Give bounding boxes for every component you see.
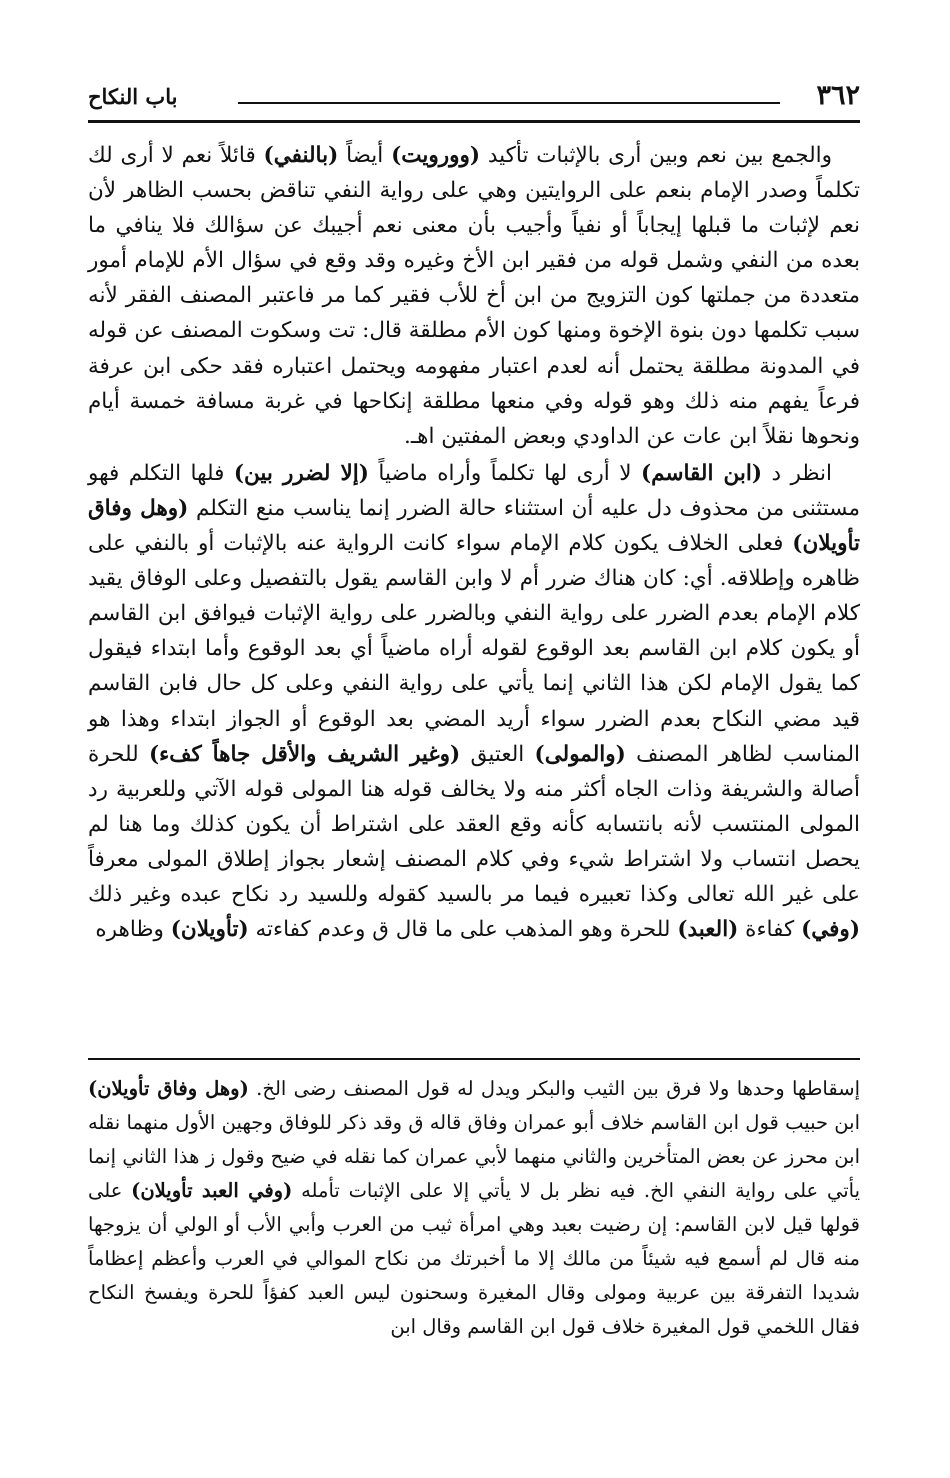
text-run: ابن حبيب قول ابن القاسم خلاف أبو عمران وفاق قاله ق وقد ذكر للوفاق وجهين الأول منهما نقله ابن محرز عن بعض المتأخرين والثاني منهما لأبي عمران كما نقله في ضيح وقول ز هذا الثاني إنما يأتي على رواية النفي الخ. فيه نظر بل لا يأتي إلا على الإثبات تأمله <box>88 1111 861 1202</box>
text-run: فعلى الخلاف يكون كلام الإمام سواء كانت الرواية عنه بالإثبات أو بالنفي على ظاهره وإطلاقه. أي: كان هناك ضرر أم لا وابن القاسم يقول بالتفصيل وعلى الوفاق يقيد كلام الإمام بعدم الضرر على رواية النفي وبالضرر على رواية الإثبات فيوافق ابن القاسم أو يكون كلام ابن القاسم بعد الوقوع لقوله أراه ماضياً أي بعد الوقوع وأما ابتداء فيقول كما يقول الإمام لكن هذا الثاني إنما يأتي على رواية النفي وعلى كل حال فابن القاسم قيد مضي النكاح بعدم الضرر سواء أريد المضي بعد الوقوع أو الجواز ابتداء وهذا هو المناسب لظاهر المصنف <box>88 531 860 767</box>
text-run: إسقاطها وحدها ولا فرق بين الثيب والبكر ويدل له قول المصنف رضى الخ. <box>248 1077 860 1100</box>
text-run: قائلاً نعم لا أرى لك تكلماً وصدر الإمام بنعم على الروايتين وهي على رواية النفي تناقض بحسب الظاهر لأن نعم لإثبات ما قبلها إيجاباً أو نفياً وأجيب بأن معنى نعم أجيبك عن سؤالك فلا ينافي ما بعده من النفي وشمل قوله من فقير ابن الأخ وغيره وقد وقع في سؤال الأم للإمام أمور متعددة من جملتها كون التزويج من ابن أخ للأب فقير كما مر فاعتبر المصنف الفقر لأنه سبب تكلمها دون بنوة الإخوة ومنها كون الأم مطلقة قال: تت وسكوت المصنف عن قوله في المدونة مطلقة يحتمل أنه لعدم اعتبار مفهومه ويحتمل اعتباره فقد حكى ابن عرفة فرعاً يفهم منه ذلك وهو قوله وفي منعها مطلقة إنكاحها في غربة مسافة خمسة أيام ونحوها نقلاً ابن عات عن الداودي وبعض المفتين اهـ. <box>88 143 860 449</box>
text-run: للحرة وهو المذهب على ما قال ق وعدم كفاءته <box>248 917 678 943</box>
text-run: أيضاً <box>338 143 392 168</box>
matn-phrase: (وهل وفاق تأويلان) <box>88 495 860 557</box>
text-run: وظاهره <box>95 917 171 943</box>
main-paragraph-2 <box>88 456 860 947</box>
text-run: لا أرى لها تكلماً وأراه ماضياً <box>368 460 641 486</box>
text-run: كفاءة <box>738 917 802 943</box>
chapter-title: باب النكاح <box>88 84 178 109</box>
header-line <box>238 102 780 104</box>
footnote-paragraph <box>88 1072 860 1344</box>
header-rule <box>88 120 860 123</box>
main-text <box>88 138 860 947</box>
matn-phrase: (وغير الشريف والأقل جاهاً كفء) <box>148 741 461 767</box>
matn-phrase: (وفي العبد تأويلان) <box>131 1179 293 1202</box>
footnote-rule <box>88 1058 860 1060</box>
matn-phrase: (وفي) <box>801 917 860 943</box>
matn-phrase: (تأويلان) <box>170 917 249 943</box>
page-header <box>88 72 860 118</box>
matn-phrase: (والمولى) <box>534 741 626 767</box>
matn-phrase: (العبد) <box>677 917 739 943</box>
matn-phrase: (وهل وفاق تأويلان) <box>88 1077 249 1100</box>
main-paragraph-1 <box>88 138 860 454</box>
matn-phrase: (إلا لضرر بين) <box>233 460 369 486</box>
text-run: على قولها قيل لابن القاسم: إن رضيت بعبد وهي امرأة ثيب من العرب وأبي الأب أو الولي أن يزوجها منه قال لم أسمع فيه شيئاً من مالك إلا ما أخبرتك من نكاح الموالي في العرب وأعظم إعظاماً شديدا التفرقة بين عربية ومولى وقال المغيرة وسحنون ليس العبد كفؤاً للحرة ويفسخ النكاح فقال اللخمي قول المغيرة خلاف قول ابن القاسم وقال ابن <box>88 1179 860 1338</box>
page-number: ٣٦٢ <box>816 80 860 111</box>
footnotes <box>88 1072 860 1344</box>
text-run: انظر د <box>762 460 832 486</box>
matn-phrase: (ابن القاسم) <box>640 460 763 486</box>
matn-phrase: (وورويت) <box>391 143 481 168</box>
text-run: والجمع بين نعم وبين أرى بالإثبات تأكيد <box>480 143 832 168</box>
text-run: للحرة أصالة والشريفة وذات الجاه أكثر منه ولا يخالف قوله هنا المولى قوله الآتي وللعربية رد المولى المنتسب لأنه بانتسابه كأنه وقع العقد على اشتراط أن يكون كذلك وما هنا لم يحصل انتساب ولا اشتراط شيء وفي كلام المصنف إشعار بجواز إطلاق المولى معرفاً على غير الله تعالى وكذا تعبيره فيما مر بالسيد كقوله وللسيد رد نكاح عبده وغير ذلك <box>88 741 860 907</box>
text-run: العتيق <box>460 741 535 767</box>
matn-phrase: (بالنفي) <box>263 143 339 168</box>
text-run: فلها التكلم فهو مستثنى من محذوف دل عليه أن استثناء حالة الضرر إنما يناسب منع التكلم <box>88 460 860 521</box>
